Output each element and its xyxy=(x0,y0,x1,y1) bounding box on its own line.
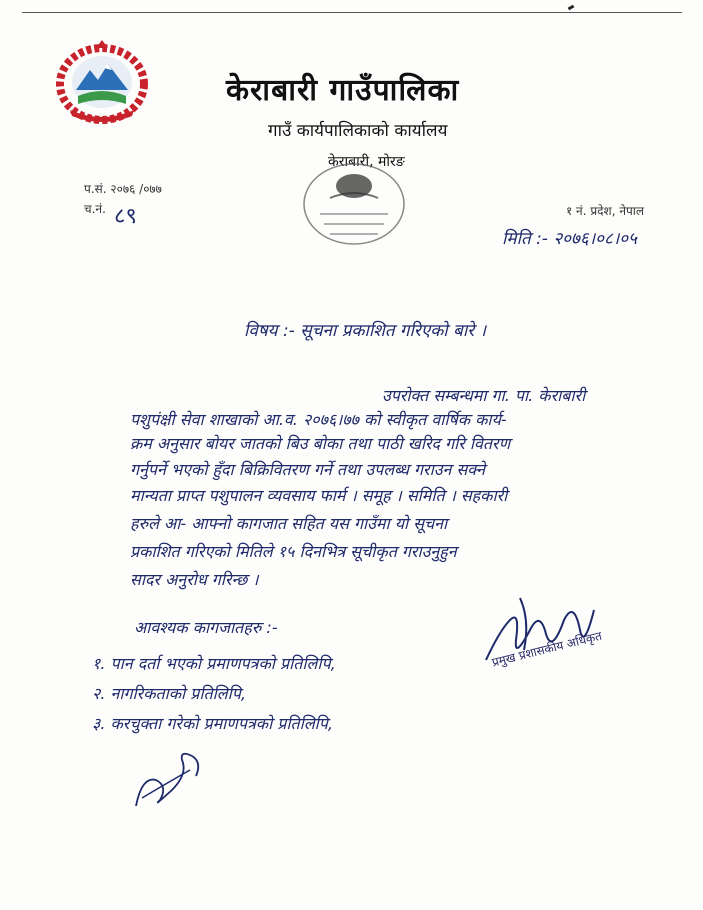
office-stamp-icon xyxy=(300,158,408,250)
office-name: केराबारी गाउँपालिका xyxy=(226,73,460,108)
scan-mark xyxy=(568,5,575,11)
dispatch-number: ८९ xyxy=(114,204,137,229)
body-line: क्रम अनुसार बोयर जातको बिउ बोका तथा पाठी खरिद गरि वितरण xyxy=(130,434,511,453)
signatory-title: प्रमुख प्रशासकीय अधिकृत xyxy=(490,628,604,670)
letter-date: मिति :- २०७६।०८।०५ xyxy=(502,229,637,249)
letter-subject: विषय :- सूचना प्रकाशित गरिएको बारे । xyxy=(244,321,487,341)
office-subtitle: गाउँ कार्यपालिकाको कार्यालय xyxy=(268,121,448,141)
body-line: उपरोक्त सम्बन्धमा गा. पा. केराबारी xyxy=(382,386,586,405)
body-line: प्रकाशित गरिएको मितिले १५ दिनभित्र सूचीकृत गराउनुहुन xyxy=(130,542,457,561)
top-rule xyxy=(22,12,682,13)
reference-number: प.सं. २०७६ /०७७ xyxy=(84,182,162,196)
dispatch-label: च.नं. xyxy=(84,202,106,216)
body-line: हरुले आ- आफ्नो कागजात सहित यस गाउँमा यो सूचना xyxy=(130,514,448,533)
office-place: केराबारी, मोरङ xyxy=(328,154,405,170)
document-item: ३. करचुक्ता गरेको प्रमाणपत्रको प्रतिलिपि, xyxy=(92,714,333,733)
body-line: मान्यता प्राप्त पशुपालन व्यवसाय फार्म । समूह । समिति । सहकारी xyxy=(130,486,508,505)
body-line: पशुपंक्षी सेवा शाखाको आ.व. २०७६।७७ को स्वीकृत वार्षिक कार्य- xyxy=(130,410,507,429)
documents-heading: आवश्यक कागजातहरु :- xyxy=(134,618,278,637)
document-item: २. नागरिकताको प्रतिलिपि, xyxy=(92,684,246,703)
body-line: गर्नुपर्ने भएको हुँदा बिक्रिवितरण गर्ने तथा उपलब्ध गराउन सक्ने xyxy=(130,460,485,479)
document-item: १. पान दर्ता भएको प्रमाणपत्रको प्रतिलिपि, xyxy=(92,654,336,673)
nepal-emblem-icon xyxy=(52,40,152,124)
initials-signature xyxy=(132,746,206,812)
province-label: १ नं. प्रदेश, नेपाल xyxy=(566,204,645,218)
body-line: सादर अनुरोध गरिन्छ । xyxy=(130,570,259,589)
